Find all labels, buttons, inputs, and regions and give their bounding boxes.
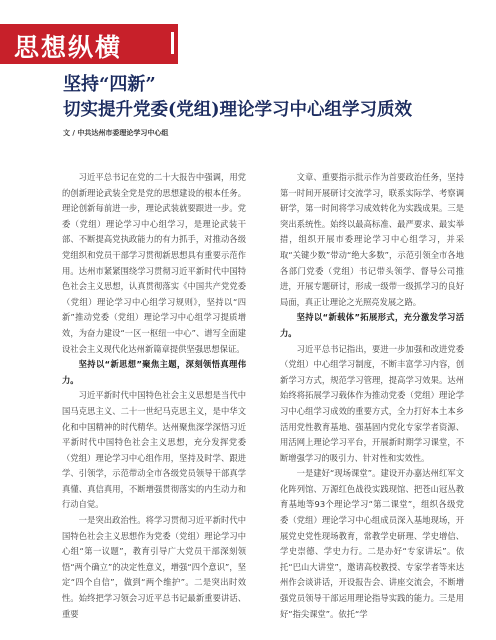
article-column-left bbox=[62, 170, 246, 635]
section-divider bbox=[171, 32, 174, 54]
section-heading: 坚持以“新载体”拓展形式，充分激发学习活力。 bbox=[280, 312, 464, 338]
paragraph: 习近平新时代中国特色社会主义思想是当代中国马克思主义、二十一世纪马克思主义，是中华文化和中国精神的时代精华。达州聚焦深学深悟习近平新时代中国特色社会主义思想，充分发挥党委（党组）理论学习中心组作用，坚持及时学、跟进学、引领学，示范带动全市各级党员领导干部真学真懂、真信真用，不断增强贯彻落实的内生动力和行动自觉。 bbox=[62, 390, 246, 510]
paragraph: 文章、重要指示批示作为首要政治任务，坚持第一时间开展研讨交流学习，联系实际学、考察调研学，第一时间将学习成效转化为实践成果。三是突出系统性。始终以最高标准、最严要求、最实举措，组织开展市委理论学习中心组学习，并采取“关键少数”带动“绝大多数”，示范引领全市各地各部门党委（党组）书记带头领学、督导公司推进，开展专题研讨，形成一级带一级抓学习的良好局面，真正让理论之光照亮发展之路。 bbox=[280, 172, 464, 307]
article-title-line2: 切实提升党委(党组)理论学习中心组学习质效 bbox=[63, 100, 413, 120]
article-title-line1: 坚持“四新” bbox=[63, 74, 156, 95]
paragraph: 习近平总书记在党的二十大报告中强调，用党的创新理论武装全党是党的思想建设的根本任务。理论创新每前进一步，理论武装就要跟进一步。党委（党组）理论学习中心组学习，是理论武装干部、不断提高党执政能力的有力抓手，对推动各级党组织和党员干部学习贯彻新思想具有重要示范作用。达州市紧紧围绕学习贯彻习近平新时代中国特色社会主义思想，认真贯彻落实《中国共产党党委（党组）理论学习中心组学习规则》，坚持以“四新”推动党委（党组）理论学习中心组学习提质增效，为奋力建设“一区一枢纽一中心”、谱写全面建设社会主义现代化达州新篇章提供坚强思想保证。 bbox=[62, 172, 246, 354]
paragraph: 一是突出政治性。将学习贯彻习近平新时代中国特色社会主义思想作为党委（党组）理论学习中心组“第一议题”，教育引导广大党员干部深刻领悟“两个确立”的决定性意义，增强“四个意识”，坚定“四个自信”，做到“两个维护”。二是突出时效性。始终把学习领会习近平总书记最新重要讲话、重要 bbox=[62, 515, 246, 619]
section-heading: 坚持以“新思想”聚焦主题，深刻领悟真理伟力。 bbox=[62, 359, 246, 385]
article-byline: 文 / 中共达州市委理论学习中心组 bbox=[63, 129, 169, 137]
section-header bbox=[0, 24, 178, 64]
paragraph: 习近平总书记指出，要进一步加强和改进党委（党组）中心组学习制度，不断丰富学习内容，创新学习方式，规范学习管理，提高学习效果。达州始终将拓展学习载体作为推动党委（党组）理论学习中心组学习成效的重要方式，全力打好本土本乡活用党性教育基地、强基固内党化专家学者资源、用活网上理论学习平台，开展新时期学习课堂，不断增强学习的吸引力、针对性和实效性。 bbox=[280, 343, 464, 463]
article-column-right bbox=[280, 170, 464, 635]
paragraph: 一是建好“现场课堂”。建设开办嘉达州红军文化阵列馆、万源红色战役实践现馆、把苍山冠丛教育基地等93个理论学习“第二课堂”，组织各级党委（党组）理论学习中心组成员深入基地现场，开展党史党性现场教育，常教学史研理、学史增信、学史崇德、学史力行。二是办好“专家讲坛”。依托“巴山大讲堂”，邀请高校教授、专家学者等来达州作会谈讲话，开设报告会、讲座交流会，不断增强党员领导干部运用理论指导实践的能力。三是用好“指尖课堂”。依托“学 bbox=[280, 468, 464, 619]
section-label: 思想纵横 bbox=[14, 33, 123, 62]
